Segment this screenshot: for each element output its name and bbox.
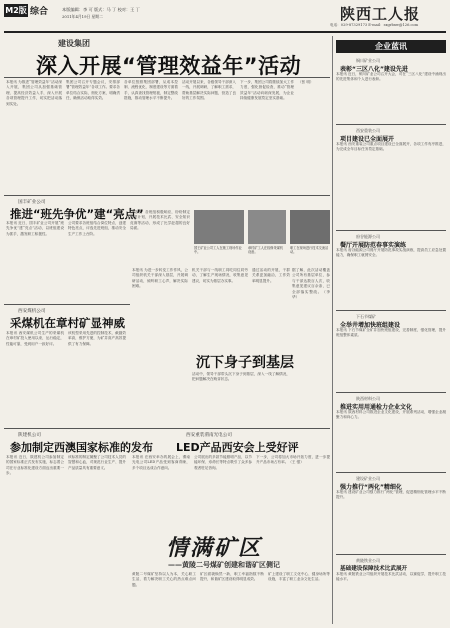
sidebar-divider xyxy=(336,310,446,311)
section-divider-2 xyxy=(4,304,130,305)
sidebar-item-title: 推进实用用通检力企业文化 xyxy=(340,404,413,411)
sidebar-item-title: 强力推行“两化”精细化 xyxy=(340,484,402,491)
date-line: 2011年4月19日 星期二 xyxy=(62,14,103,19)
photo-1-caption: 国王矿业公司工人在施工现场作业中。 xyxy=(194,246,242,255)
photo-3-caption: 职工在现场进行技术交流活动。 xyxy=(290,246,329,255)
story-center-body: 活动中，领导干部带头沉下身子到基层，深入一线了解情况，把问题解决在萌芽状态。 xyxy=(192,372,290,382)
story4-body-col-2: 该标准的制定凝聚了公司技术人员的智慧和心血，对规范行业生产、提升产品质量具有重要意义。 xyxy=(68,455,126,470)
sidebar-item-kicker: 黄陵铁业公司 xyxy=(356,558,380,563)
story2-kicker: 国丰矿业公司 xyxy=(18,200,46,205)
lead-body-col-2: 集团公司召开专题会议，安排部署“管理效益年”各项工作。要求各单位结合实际，细化方案，明确责任，确保活动取得实效。 xyxy=(66,80,120,101)
sidebar-item-body: 本报讯 西安重装公司重点项目建设已全面展开，各项工作有序推进，为完成全年目标任务奠定基础。 xyxy=(336,142,446,152)
sidebar-vertical-rule xyxy=(332,36,333,624)
feature-headline: 情满矿区 xyxy=(166,535,263,561)
photo-2-caption: 章村矿工人在检修采煤机设备。 xyxy=(248,246,284,255)
sidebar-divider xyxy=(336,392,446,393)
section-divider-1 xyxy=(4,195,330,196)
feature-body-col-1: 黄陵二号煤矿坚持以人为本，关心职工生活，着力解决职工关心的热点难点问题。 xyxy=(132,572,196,587)
story2-body-col-1: 本报讯 近日，国丰矿业公司开展“班先争优”建“亮点”活动，以班组建设为抓手，激发职工积极性。 xyxy=(6,221,64,236)
sidebar-item-body: 本报讯 府谷能源公司餐厅开展防范事故实战演练，提高员工应急处置能力，确保职工就餐安全。 xyxy=(336,248,446,258)
story-led-body-col-1: 本报讯 在西安举办的展会上，渭南光电公司LED产品受到客商青睐，多个项目达成合作意向。 xyxy=(132,455,190,470)
sidebar-item-kicker: 铜川矿业公司 xyxy=(356,58,380,63)
story4-kicker: 陕建机公司 xyxy=(18,433,41,438)
middle-body-col-4: 据了解，此次活动覆盖公司所有基层单位，参与干部达数百人次，收集意见建议百余条，已全部落实整改。（李 华） xyxy=(292,268,330,300)
feature-subheadline: ——黄陵二号煤矿创建和谐矿区侧记 xyxy=(168,561,280,569)
sidebar-divider xyxy=(336,554,446,555)
story2-body-col-2: 公司要求各班组结合岗位特点，创建特色亮点，评选先进班组，推动安全生产工作上台阶。 xyxy=(68,221,126,236)
sidebar-item-kicker: 建设矿业公司 xyxy=(356,476,380,481)
middle-body-col-2: 机关干部与一线职工同吃同住同劳动，了解生产现场情况，收集意见建议，切实为基层办实事。 xyxy=(192,268,248,283)
sidebar-item-title: 项目建设已全面展开 xyxy=(340,136,395,143)
sidebar-item-title: 表彰“三区八化”建设先进 xyxy=(340,66,408,73)
masthead-rule xyxy=(4,31,446,33)
sidebar-item-body: 本报讯 陕西材料公司推进企业文化建设，开展系列活动，增强企业凝聚力和向心力。 xyxy=(336,410,446,420)
story3-body-col-2: 该机型采用先进的控制技术，截割效率高，维护方便，为矿井高产高效提供了有力保障。 xyxy=(68,331,126,346)
lead-body-col-5: 下一步，集团公司将继续加大工作力度，强化督促检查，推动“管理效益年”活动向纵深发展，为企业持续健康发展奠定坚实基础。 xyxy=(240,80,294,101)
sidebar-item-kicker: 西安重装公司 xyxy=(356,128,380,133)
story-led-kicker: 西安重装渭南光电公司 xyxy=(186,433,232,438)
sidebar-item-kicker: 下石节煤矿 xyxy=(356,314,376,319)
story-led-body-col-3: 下一步，公司将加大市场开拓力度，进一步提升产品市场占有率。（王 强） xyxy=(256,455,330,465)
lead-body-col-1: 本报讯 为推进“管理效益年”活动深入开展，集团公司从加强基础管理、提高经济效益入手，深入开展各项管理提升工作，切实把活动落到实处。 xyxy=(6,80,62,106)
story4-headline: 参加制定西澳国家标准的发布 xyxy=(10,441,153,454)
section-name: 综合 xyxy=(30,7,49,17)
middle-body-col-3: 通过活动的开展，干群关系更加融洽，工作效率明显提升。 xyxy=(252,268,290,283)
middle-body-col-1: 本报讯 为进一步转变工作作风，公司组织机关干部深入基层，开展调研活动，倾听职工心声，解决实际困难。 xyxy=(132,268,188,289)
sidebar-item-title: 全举井增加快班组建设 xyxy=(340,322,401,329)
lead-body-col-6: （张 明） xyxy=(298,80,314,84)
sidebar-divider xyxy=(336,124,446,125)
photo-3 xyxy=(290,210,330,244)
story3-headline: 采煤机在章村矿显神威 xyxy=(10,316,125,330)
section-tag: M2版 xyxy=(5,6,27,15)
story-led-body-col-2: 公司展出的多款节能照明产品，以节能环保、寿命长等特点吸引了众多参观者驻足咨询。 xyxy=(194,455,252,470)
feature-body-col-3: 矿上建设了职工文化中心、健身场所等设施，丰富了职工业余文化生活。 xyxy=(268,572,330,582)
story-center-headline: 沉下身子到基层 xyxy=(196,355,294,371)
lead-headline: 深入开展“管理效益年”活动 xyxy=(36,54,302,78)
sidebar-item-body: 本报讯 近日，铜川矿业公司召开大会，对在“三区八化”建设中涌现出的先进集体和个人进行表彰。 xyxy=(336,72,446,82)
story3-body-col-1: 本报讯 西安煤机公司生产的采煤机在章村矿投入使用以来，运行稳定，性能可靠，受到用户一致好评。 xyxy=(6,331,64,346)
story4-body-col-1: 本报讯 近日，陕建机公司参加制定的国家标准正式发布实施，标志着公司在行业标准化建设方面迈出重要一步。 xyxy=(6,455,64,476)
sidebar-item-kicker: 府谷能源公司 xyxy=(356,234,380,239)
story3-kicker: 西安煤机公司 xyxy=(18,309,46,314)
sidebar-item-body: 本报讯 黄陵铁业公司组织开展技术比武活动，以赛促学，提升职工技能水平。 xyxy=(336,572,446,582)
sidebar-item-title: 基础建设保障技术比武展开 xyxy=(340,566,408,572)
masthead xyxy=(0,0,450,34)
paper-name: 陕西工人报 xyxy=(340,5,421,23)
story-led-headline: LED产品西安会上受好评 xyxy=(176,441,299,454)
lead-kicker: 建设集团 xyxy=(58,39,90,48)
lead-headline-rule xyxy=(4,77,330,78)
sidebar-divider xyxy=(336,230,446,231)
edition-info: 本版编辑：李 可 版式：马 丁 校对：王 丁 xyxy=(62,7,140,12)
sidebar-divider xyxy=(336,472,446,473)
lead-body-col-4: 活动开展以来，各级领导干部深入一线，开展调研，了解职工需求，帮助基层解决实际问题，营造了良好的工作氛围。 xyxy=(182,80,236,101)
photo-1 xyxy=(194,210,244,244)
story2-headline: 推进“班先争优”建“亮点” xyxy=(10,207,144,221)
contact-line: 电话：029-87329173 E-mail：sxgrbxw@126.com xyxy=(330,23,419,27)
sidebar-item-body: 本报讯 建设矿业公司强力推行“两化”管理，促进精细化管理水平不断提升。 xyxy=(336,490,446,500)
section-divider-3 xyxy=(4,428,330,429)
story2-body-col-3: 活动中，各班组积极响应，纷纷制定创建计划，开展技术比武、安全知识竞赛等活动，形成了比学赶超的良好局面。 xyxy=(130,210,190,231)
sidebar-item-kicker: 陕西材料公司 xyxy=(356,396,380,401)
sidebar-band: 企业蓝讯 xyxy=(336,40,446,53)
feature-body-col-2: 矿区面貌焕然一新，职工幸福指数不断提升，和谐矿区建设取得明显成效。 xyxy=(200,572,264,582)
sidebar-item-title: 餐厅开展防范春事实演练 xyxy=(340,242,407,249)
lead-body-col-3: 各单位按照集团部署，从成本控制、流程优化、制度建设等方面着手，认真查找管理短板，制定整改措施，推动管理水平不断提升。 xyxy=(124,80,178,101)
sidebar-item-body: 本报讯 下石节煤矿全矿井加快班组建设，完善制度，强化管理，提升班组整体素质。 xyxy=(336,328,446,338)
photo-2 xyxy=(248,210,286,244)
